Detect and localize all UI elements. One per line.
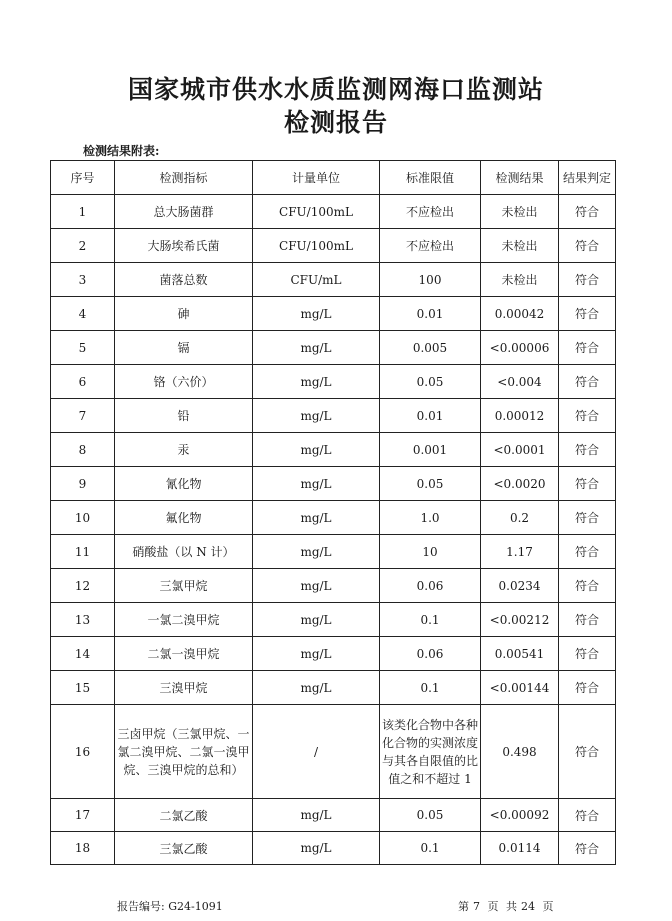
- table-row: [51, 399, 616, 433]
- cell-limit: 0.06: [380, 569, 481, 603]
- cell-item: 镉: [115, 331, 253, 365]
- cell-result: 未检出: [481, 195, 559, 229]
- cell-verdict: 符合: [559, 195, 616, 229]
- cell-item: 二氯乙酸: [115, 799, 253, 832]
- cell-unit: mg/L: [253, 799, 380, 832]
- cell-unit: mg/L: [253, 365, 380, 399]
- cell-item: 三溴甲烷: [115, 671, 253, 705]
- cell-verdict: 符合: [559, 569, 616, 603]
- cell-no: 1: [51, 195, 115, 229]
- cell-verdict: 符合: [559, 671, 616, 705]
- cell-unit: CFU/100mL: [253, 195, 380, 229]
- cell-no: 15: [51, 671, 115, 705]
- cell-item: 一氯二溴甲烷: [115, 603, 253, 637]
- cell-verdict: 符合: [559, 535, 616, 569]
- cell-unit: CFU/100mL: [253, 229, 380, 263]
- cell-result: <0.00212: [481, 603, 559, 637]
- cell-limit: 0.05: [380, 467, 481, 501]
- table-row: [51, 229, 616, 263]
- cell-no: 2: [51, 229, 115, 263]
- cell-item: 硝酸盐（以 N 计）: [115, 535, 253, 569]
- cell-no: 17: [51, 799, 115, 832]
- cell-result: 1.17: [481, 535, 559, 569]
- cell-limit: 100: [380, 263, 481, 297]
- cell-result: 0.0114: [481, 832, 559, 865]
- attachment-label: 检测结果附表:: [83, 144, 160, 158]
- cell-no: 16: [51, 705, 115, 799]
- cell-verdict: 符合: [559, 433, 616, 467]
- table-row: [51, 671, 616, 705]
- cell-no: 12: [51, 569, 115, 603]
- cell-verdict: 符合: [559, 501, 616, 535]
- cell-limit: 0.001: [380, 433, 481, 467]
- cell-limit: 0.06: [380, 637, 481, 671]
- cell-result: 0.00541: [481, 637, 559, 671]
- table-row: [51, 569, 616, 603]
- cell-item: 二氯一溴甲烷: [115, 637, 253, 671]
- cell-unit: mg/L: [253, 331, 380, 365]
- cell-limit: 0.01: [380, 297, 481, 331]
- table-row: [51, 365, 616, 399]
- cell-verdict: 符合: [559, 832, 616, 865]
- cell-result: <0.00006: [481, 331, 559, 365]
- table-row: [51, 603, 616, 637]
- cell-item: 铅: [115, 399, 253, 433]
- cell-verdict: 符合: [559, 467, 616, 501]
- cell-limit: 0.05: [380, 799, 481, 832]
- cell-no: 8: [51, 433, 115, 467]
- table-row: [51, 195, 616, 229]
- col-header-limit: 标准限值: [380, 161, 481, 195]
- table-row: [51, 637, 616, 671]
- cell-limit: 该类化合物中各种化合物的实测浓度与其各自限值的比值之和不超过 1: [380, 705, 481, 799]
- cell-item: 砷: [115, 297, 253, 331]
- cell-limit: 0.1: [380, 671, 481, 705]
- table-body: [51, 195, 616, 865]
- cell-unit: mg/L: [253, 603, 380, 637]
- page-total: 24: [521, 900, 535, 913]
- cell-item: 总大肠菌群: [115, 195, 253, 229]
- cell-result: <0.004: [481, 365, 559, 399]
- cell-result: <0.00092: [481, 799, 559, 832]
- cell-unit: /: [253, 705, 380, 799]
- page-current: 7: [473, 900, 480, 913]
- report-number: 报告编号: G24-1091: [117, 900, 223, 913]
- cell-limit: 0.1: [380, 603, 481, 637]
- table-row: [51, 433, 616, 467]
- cell-verdict: 符合: [559, 799, 616, 832]
- cell-result: 0.0234: [481, 569, 559, 603]
- cell-limit: 不应检出: [380, 229, 481, 263]
- cell-verdict: 符合: [559, 263, 616, 297]
- cell-verdict: 符合: [559, 229, 616, 263]
- cell-verdict: 符合: [559, 331, 616, 365]
- cell-limit: 不应检出: [380, 195, 481, 229]
- cell-no: 18: [51, 832, 115, 865]
- cell-item: 三氯甲烷: [115, 569, 253, 603]
- cell-result: <0.0001: [481, 433, 559, 467]
- cell-limit: 10: [380, 535, 481, 569]
- table-row: [51, 705, 616, 799]
- table-row: [51, 331, 616, 365]
- cell-item: 菌落总数: [115, 263, 253, 297]
- cell-item: 三卤甲烷（三氯甲烷、一氯二溴甲烷、二氯一溴甲烷、三溴甲烷的总和）: [115, 705, 253, 799]
- page-label-3: 共: [506, 900, 517, 913]
- cell-no: 6: [51, 365, 115, 399]
- cell-result: <0.00144: [481, 671, 559, 705]
- table-header-row: [51, 161, 616, 195]
- table-row: [51, 832, 616, 865]
- cell-result: 未检出: [481, 229, 559, 263]
- cell-verdict: 符合: [559, 637, 616, 671]
- cell-unit: mg/L: [253, 399, 380, 433]
- cell-unit: mg/L: [253, 297, 380, 331]
- page-label-1: 第: [458, 900, 469, 913]
- col-header-item: 检测指标: [115, 161, 253, 195]
- cell-unit: mg/L: [253, 832, 380, 865]
- cell-item: 汞: [115, 433, 253, 467]
- cell-no: 11: [51, 535, 115, 569]
- cell-unit: mg/L: [253, 467, 380, 501]
- cell-item: 三氯乙酸: [115, 832, 253, 865]
- cell-result: 0.2: [481, 501, 559, 535]
- cell-no: 7: [51, 399, 115, 433]
- table-row: [51, 535, 616, 569]
- page-label-2: 页: [487, 900, 499, 913]
- cell-item: 氟化物: [115, 501, 253, 535]
- cell-result: 0.00012: [481, 399, 559, 433]
- cell-unit: mg/L: [253, 433, 380, 467]
- col-header-no: 序号: [51, 161, 115, 195]
- cell-unit: mg/L: [253, 637, 380, 671]
- cell-no: 9: [51, 467, 115, 501]
- cell-verdict: 符合: [559, 399, 616, 433]
- cell-limit: 0.05: [380, 365, 481, 399]
- cell-result: 未检出: [481, 263, 559, 297]
- cell-no: 3: [51, 263, 115, 297]
- cell-item: 铬（六价）: [115, 365, 253, 399]
- cell-limit: 1.0: [380, 501, 481, 535]
- table-row: [51, 799, 616, 832]
- cell-unit: mg/L: [253, 501, 380, 535]
- cell-no: 14: [51, 637, 115, 671]
- page-label-4: 页: [542, 900, 554, 913]
- cell-verdict: 符合: [559, 603, 616, 637]
- cell-item: 大肠埃希氏菌: [115, 229, 253, 263]
- cell-no: 13: [51, 603, 115, 637]
- cell-result: <0.0020: [481, 467, 559, 501]
- cell-no: 5: [51, 331, 115, 365]
- cell-unit: mg/L: [253, 569, 380, 603]
- cell-no: 4: [51, 297, 115, 331]
- cell-unit: mg/L: [253, 671, 380, 705]
- cell-verdict: 符合: [559, 365, 616, 399]
- cell-limit: 0.01: [380, 399, 481, 433]
- results-table: [50, 160, 616, 865]
- cell-limit: 0.1: [380, 832, 481, 865]
- col-header-verdict: 结果判定: [559, 161, 616, 195]
- cell-verdict: 符合: [559, 297, 616, 331]
- table-row: [51, 467, 616, 501]
- cell-result: 0.00042: [481, 297, 559, 331]
- cell-verdict: 符合: [559, 705, 616, 799]
- report-title-line1: 国家城市供水水质监测网海口监测站: [127, 75, 544, 104]
- report-title-line2: 检测报告: [283, 108, 388, 137]
- cell-limit: 0.005: [380, 331, 481, 365]
- col-header-unit: 计量单位: [253, 161, 380, 195]
- cell-unit: mg/L: [253, 535, 380, 569]
- cell-item: 氰化物: [115, 467, 253, 501]
- cell-no: 10: [51, 501, 115, 535]
- page-indicator: [458, 898, 558, 914]
- table-row: [51, 501, 616, 535]
- col-header-result: 检测结果: [481, 161, 559, 195]
- table-row: [51, 297, 616, 331]
- cell-result: 0.498: [481, 705, 559, 799]
- table-row: [51, 263, 616, 297]
- cell-unit: CFU/mL: [253, 263, 380, 297]
